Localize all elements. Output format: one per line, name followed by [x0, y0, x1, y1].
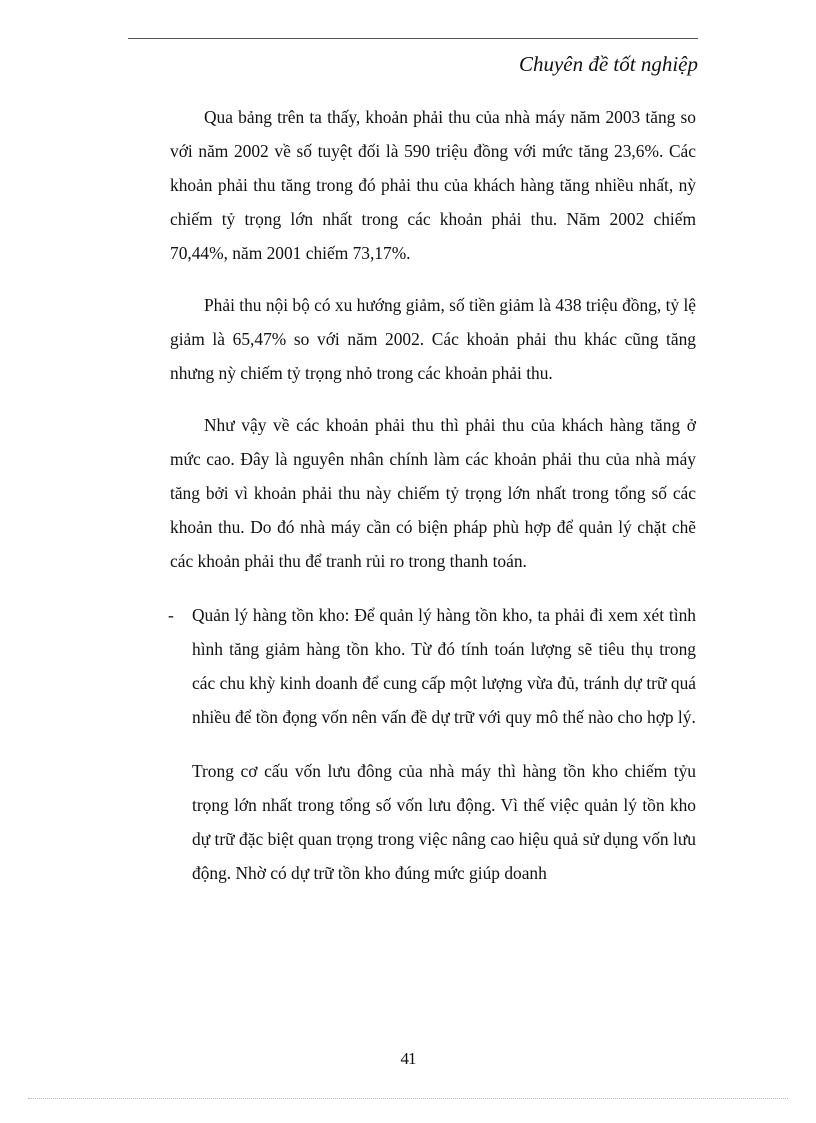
bullet-dash: - [168, 605, 174, 625]
running-header: Chuyên đề tốt nghiệp [518, 52, 698, 76]
paragraph-receivables-conclusion: Như vậy về các khoản phải thu thì phải thu của khách hàng tăng ở mức cao. Đây là nguyên nhân chính làm các khoản phải thu của nhà máy tăng bởi vì khoản phải thu này chiếm tỷ trọng lớn nhất trong tổng số các khoản thu. Do đó nhà máy cần có biện pháp phù hợp để quản lý chặt chẽ các khoản phải thu để tranh rủi ro trong thanh toán. [170, 415, 696, 571]
document-body [170, 100, 696, 890]
paragraph-receivables-overview: Qua bảng trên ta thấy, khoản phải thu của nhà máy năm 2003 tăng so với năm 2002 về số tuyệt đối là 590 triệu đồng với mức tăng 23,6%. Các khoản phải thu tăng trong đó phải thu của khách hàng tăng nhiều nhất, nỳ chiếm tỷ trọng lớn nhất trong các khoản phải thu. Năm 2002 chiếm 70,44%, năm 2001 chiếm 73,17%. [170, 107, 696, 263]
header-rule [128, 38, 698, 39]
bullet-item-inventory [168, 598, 696, 734]
paragraph-inventory-structure: Trong cơ cấu vốn lưu đông của nhà máy thì hàng tồn kho chiếm tỷu trọng lớn nhất trong tổng số vốn lưu động. Vì thế việc quản lý tồn kho dự trữ đặc biệt quan trọng trong việc nâng cao hiệu quả sử dụng vốn lưu động. Nhờ có dự trữ tồn kho đúng mức giúp doanh [192, 761, 696, 883]
footer-rule [28, 1098, 788, 1099]
page-number: 41 [400, 1049, 416, 1068]
bullet-text: Quản lý hàng tồn kho: Để quản lý hàng tồn kho, ta phải đi xem xét tình hình tăng giảm hàng tồn kho. Từ đó tính toán lượng sẽ tiêu thụ trong các chu khỳ kinh doanh để cung cấp một lượng vừa đủ, tránh dự trữ quá nhiều để tồn đọng vốn nên vấn đề dự trữ với quy mô thế nào cho hợp lý. [192, 605, 696, 727]
paragraph-internal-receivables: Phải thu nội bộ có xu hướng giảm, số tiền giảm là 438 triệu đồng, tỷ lệ giảm là 65,47% so với năm 2002. Các khoản phải thu khác cũng tăng nhưng nỳ chiếm tỷ trọng nhỏ trong các khoản phải thu. [170, 295, 696, 383]
